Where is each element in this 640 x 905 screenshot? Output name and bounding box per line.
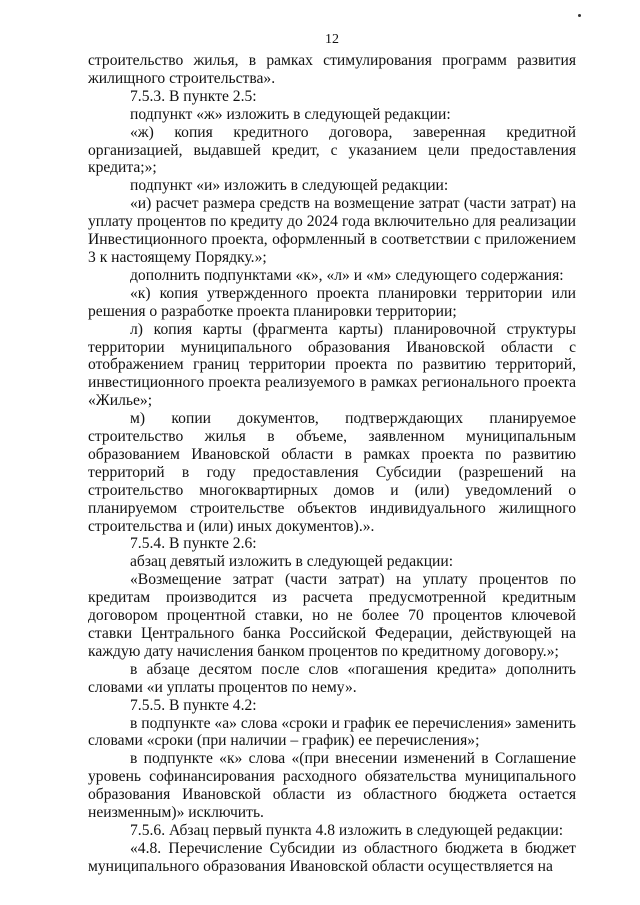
paragraph-12: абзац девятый изложить в следующей редакции: [130, 553, 454, 571]
paragraph-5: подпункт «и» изложить в следующей редакции: [130, 177, 449, 195]
paragraph-10: м) копии документов, подтверждающих планируемое строительство жилья в объеме, заявленном муниципальным образованием Ивановской области в рамках проекта по развитию территорий в году предоставления Субсидии (разрешений на строительство многоквартирных домов и (или) уведомлений о планируемом строительстве объектов индивидуального жилищного строительства и (или) иных документов).». [88, 410, 576, 535]
paragraph-7: дополнить подпунктами «к», «л» и «м» следующего содержания: [130, 266, 564, 284]
paragraph-8: «к) копия утвержденного проекта планировки территории или решения о разработке проекта планировки территории; [88, 284, 576, 320]
paragraph-9: л) копия карты (фрагмента карты) планировочной структуры территории муниципального образования Ивановской области с отображением границ территории проекта по развитию территорий, инвестиционного проекта реализуемого в рамках регионального проекта «Жилье»; [88, 320, 576, 410]
paragraph-4: «ж) копия кредитного договора, заверенная кредитной организацией, выдавшей кредит, с указанием цели предоставления кредита;»; [88, 123, 576, 177]
paragraph-14: в абзаце десятом после слов «погашения кредита» дополнить словами «и уплаты процентов по нему». [88, 660, 576, 696]
paragraph-2: 7.5.3. В пункте 2.5: [130, 87, 257, 105]
paragraph-16: в подпункте «а» слова «сроки и график ее перечисления» заменить словами «сроки (при наличии – график) ее перечисления»; [88, 714, 576, 750]
document-page [88, 0, 576, 905]
paragraph-18: 7.5.6. Абзац первый пункта 4.8 изложить в следующей редакции: [130, 821, 564, 839]
page-number: 12 [325, 32, 339, 47]
scan-mark [578, 14, 581, 17]
paragraph-11: 7.5.4. В пункте 2.6: [130, 535, 257, 553]
paragraph-13: «Возмещение затрат (части затрат) на уплату процентов по кредитам производится из расчета предусмотренной кредитным договором процентной ставки, но не более 70 процентов ключевой ставки Центрального банка Российской Федерации, действующей на каждую дату начисления банком процентов по кредитному договору.»; [88, 571, 576, 660]
paragraph-17: в подпункте «к» слова «(при внесении изменений в Соглашение уровень софинансирования расходного обязательства муниципального образования Ивановской области из областного бюджета остается неизменным)» исключить. [88, 750, 576, 822]
paragraph-15: 7.5.5. В пункте 4.2: [130, 696, 257, 714]
paragraph-1: строительство жилья, в рамках стимулирования программ развития жилищного строительства». [88, 52, 576, 87]
paragraph-3: подпункт «ж» изложить в следующей редакции: [130, 105, 451, 123]
paragraph-19: «4.8. Перечисление Субсидии из областного бюджета в бюджет муниципального образования Ивановской области осуществляется на [88, 839, 576, 875]
document-body [88, 52, 576, 876]
paragraph-6: «и) расчет размера средств на возмещение затрат (части затрат) на уплату процентов по кредиту до 2024 года включительно для реализации Инвестиционного проекта, оформленный в соответствии с приложением 3 к настоящему Порядку.»; [88, 195, 576, 266]
